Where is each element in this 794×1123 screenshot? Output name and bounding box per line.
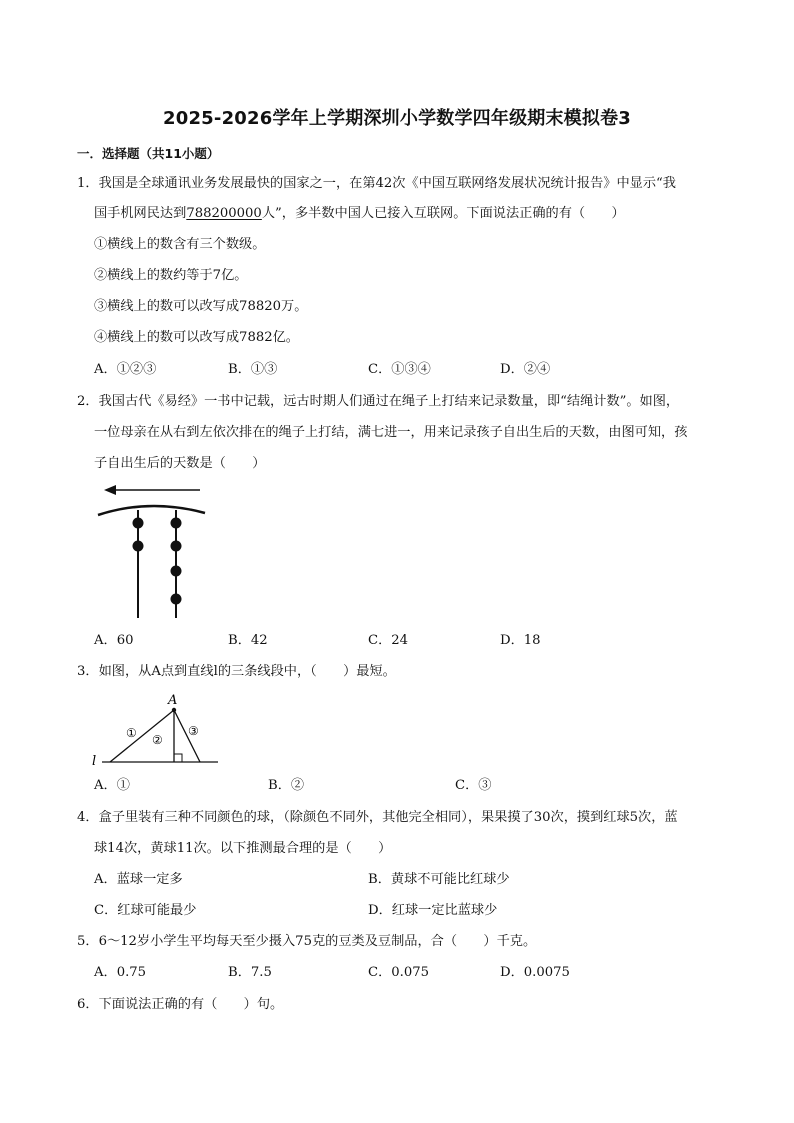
knot [133, 518, 144, 529]
q4-line-2: 球14次，黄球11次。以下推测最合理的是（ ） [94, 841, 392, 856]
knot [171, 566, 182, 577]
segments-figure [88, 690, 228, 770]
segment-3-label: ③ [188, 724, 199, 738]
q1-statement-3: ③横线上的数可以改写成78820万。 [94, 299, 308, 314]
q2-line-2: 一位母亲在从右到左依次排在的绳子上打结，满七进一，用来记录孩子自出生后的天数，由图可知，孩 [94, 425, 688, 440]
q4-line-1: 4．盒子里装有三种不同颜色的球，（除颜色不同外，其他完全相同），果果摸了30次，摸到红球5次，蓝 [77, 810, 678, 825]
right-angle-mark [174, 754, 182, 762]
q3-option-a[interactable]: A．① [94, 778, 130, 793]
q1-option-b[interactable]: B．①③ [228, 362, 278, 377]
q3-option-b[interactable]: B．② [268, 778, 305, 793]
q5-option-c[interactable]: C．0.075 [368, 965, 430, 980]
q1-option-c[interactable]: C．①③④ [368, 362, 431, 377]
q1-option-d[interactable]: D．②④ [500, 362, 551, 377]
q2-option-c[interactable]: C．24 [368, 633, 409, 648]
q1-underlined-number: 788200000 [186, 206, 262, 221]
q4-option-a[interactable]: A．蓝球一定多 [94, 872, 183, 887]
q1-statement-1: ①横线上的数含有三个数级。 [94, 237, 266, 252]
q2-option-b[interactable]: B．42 [228, 633, 268, 648]
main-rope [98, 506, 205, 515]
knot-rope-figure [90, 478, 220, 623]
q3-line-1: 3．如图，从A点到直线l的三条线段中，（ ）最短。 [77, 664, 396, 679]
page-title: 2025-2026学年上学期深圳小学数学四年级期末模拟卷3 [163, 108, 631, 129]
q1-line-1: 1．我国是全球通讯业务发展最快的国家之一，在第42次《中国互联网络发展状况统计报告》中显示“我 [77, 176, 676, 191]
q1-statement-2: ②横线上的数约等于7亿。 [94, 268, 248, 283]
q2-line-1: 2．我国古代《易经》一书中记载，远古时期人们通过在绳子上打结来记录数量，即“结绳计数”。如图， [77, 394, 680, 409]
q1-line-2b: 人”，多半数中国人已接入互联网。下面说法正确的有（ ） [261, 206, 625, 221]
q5-option-b[interactable]: B．7.5 [228, 965, 272, 980]
q4-option-c[interactable]: C．红球可能最少 [94, 903, 197, 918]
point-a-label: A [168, 693, 178, 708]
point-a [172, 708, 176, 712]
q4-option-d[interactable]: D．红球一定比蓝球少 [368, 903, 498, 918]
q1-line-2 [94, 205, 625, 223]
q5-line-1: 5．6～12岁小学生平均每天至少摄入75克的豆类及豆制品，合（ ）千克。 [77, 934, 537, 949]
q4-option-b[interactable]: B．黄球不可能比红球少 [368, 872, 510, 887]
q2-line-3: 子自出生后的天数是（ ） [94, 456, 266, 471]
direction-arrow-icon [104, 485, 200, 495]
q1-line-2a: 国手机网民达到 [94, 206, 187, 221]
knot [171, 541, 182, 552]
q2-option-a[interactable]: A．60 [94, 633, 134, 648]
q3-option-c[interactable]: C．③ [455, 778, 492, 793]
knot [133, 541, 144, 552]
q5-option-a[interactable]: A．0.75 [94, 965, 147, 980]
segment-2-label: ② [152, 733, 163, 747]
q5-option-d[interactable]: D．0.0075 [500, 965, 570, 980]
q2-option-d[interactable]: D．18 [500, 633, 541, 648]
knot [171, 518, 182, 529]
segment-1-label: ① [126, 726, 137, 740]
segment-1 [110, 710, 174, 762]
line-l-label: l [92, 754, 97, 769]
q1-statement-4: ④横线上的数可以改写成7882亿。 [94, 330, 299, 345]
q6-line-1: 6．下面说法正确的有（ ）句。 [77, 997, 284, 1012]
q1-option-a[interactable]: A．①②③ [94, 362, 157, 377]
section-heading: 一．选择题（共11小题） [77, 146, 220, 161]
knot [171, 594, 182, 605]
